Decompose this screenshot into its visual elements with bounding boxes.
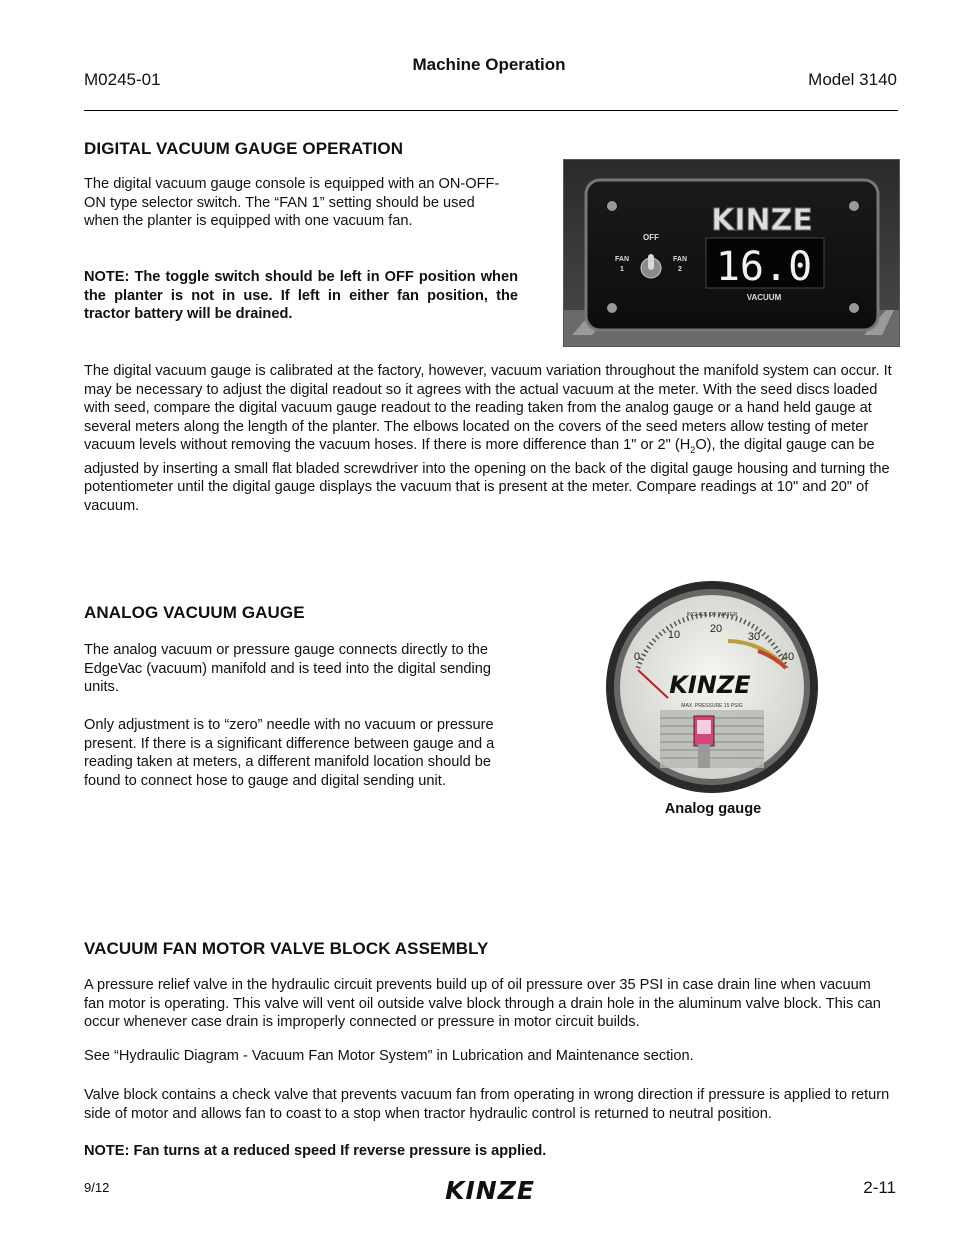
- gauge-units-label: INCHES OF WATER: [686, 612, 738, 618]
- vacuum-readout: 16.0: [715, 244, 813, 290]
- model-number: Model 3140: [808, 70, 897, 89]
- page-number: 2-11: [863, 1178, 896, 1197]
- analog-gauge-para1: The analog vacuum or pressure gauge connects directly to the EdgeVac (vacuum) manifold and is teed into the digital sending units.: [84, 642, 491, 696]
- valve-block-para3: Valve block contains a check valve that prevents vacuum fan from operating in wrong direction if pressure is applied to return side of motor and allows fan to coast to a stop when tractor hydraulic control is returned to neutral position.: [84, 1087, 890, 1122]
- vacuum-label: VACUUM: [746, 293, 782, 302]
- valve-block-para1: A pressure relief valve in the hydraulic circuit prevents build up of oil pressure over 35 PSI in case drain line when vacuum fan motor is operating. This valve will vent oil outside valve block through a drain hole in the aluminum valve block. This can occur whenever case drain is improperly connected or pressure in motor circuit builds.: [84, 977, 881, 1031]
- digital-gauge-console-image: [564, 160, 899, 346]
- analog-gauge-heading: ANALOG VACUUM GAUGE: [84, 603, 305, 622]
- analog-gauge-photo: [598, 576, 826, 798]
- analog-gauge-caption: Analog gauge: [664, 801, 762, 817]
- switch-off-label: OFF: [643, 233, 659, 242]
- gauge-brand-logo: KINZE: [669, 671, 751, 699]
- fan1-label: FAN: [615, 256, 629, 263]
- console-brand-logo: KINZE: [711, 203, 813, 238]
- gauge-tick-20: 20: [709, 623, 723, 635]
- footer-date: 9/12: [84, 1180, 110, 1195]
- valve-block-heading: VACUUM FAN MOTOR VALVE BLOCK ASSEMBLY: [84, 939, 489, 958]
- svg-text:KINZE: KINZE: [445, 1176, 535, 1205]
- gauge-tick-0: 0: [633, 651, 641, 663]
- gauge-tick-30: 30: [747, 631, 761, 643]
- analog-gauge-para2: Only adjustment is to “zero” needle with no vacuum or pressure present. If there is a significant difference between gauge and a reading taken at meters, a different manifold location should be found to connect hose to gauge and digital sending unit.: [84, 717, 495, 789]
- valve-block-note: NOTE: Fan turns at a reduced speed If reverse pressure is applied.: [84, 1143, 547, 1159]
- digital-gauge-heading: DIGITAL VACUUM GAUGE OPERATION: [84, 139, 404, 158]
- gauge-tick-10: 10: [667, 629, 681, 641]
- header-rule: [84, 110, 898, 111]
- digital-gauge-body: The digital vacuum gauge is calibrated at the factory, however, vacuum variation throughout the manifold system can occur. It may be necessary to adjust the digital readout so it agrees with the actual vacuum at the meter. With the seed discs loaded with seed, compare the digital vacuum gauge readout to the reading taken from the analog gauge or a hand held gauge at several meters along the length of the planter. The elbows located on the covers of the seed meters allow testing of meter vacuum levels without removing the vacuum hoses. If there is more difference than 1" or 2" $(H_2O)$, the digital gauge can be adjusted by inserting a small flat bladed screwdriver into the opening on the back of the digital gauge housing and turning the potentiometer until the digital gauge displays the vacuum that is present at the meter. Compare readings at 10" and 20" of vacuum.: [84, 363, 892, 515]
- document-number: M0245-01: [84, 70, 161, 89]
- digital-gauge-intro: The digital vacuum gauge console is equipped with an ON-OFF-ON type selector switch. The “FAN 1” setting should be used when the planter is equipped with one vacuum fan.: [84, 176, 500, 230]
- gauge-tick-40: 40: [781, 651, 795, 663]
- digital-gauge-photo: [563, 159, 900, 347]
- analog-gauge-image: [598, 576, 826, 798]
- fan1-number: 1: [620, 266, 624, 273]
- footer-brand-logo: [428, 1175, 552, 1205]
- valve-block-para2: See “Hydraulic Diagram - Vacuum Fan Motor System” in Lubrication and Maintenance section.: [84, 1048, 694, 1064]
- fan2-label: FAN: [673, 256, 687, 263]
- digital-gauge-note: NOTE: The toggle switch should be left in OFF position when the planter is not in use. If left in either fan position, the tractor battery will be drained.: [84, 269, 518, 323]
- section-title: Machine Operation: [412, 55, 566, 74]
- gauge-max-pressure: MAX. PRESSURE 15 PSIG: [681, 703, 743, 709]
- fan2-number: 2: [678, 266, 682, 273]
